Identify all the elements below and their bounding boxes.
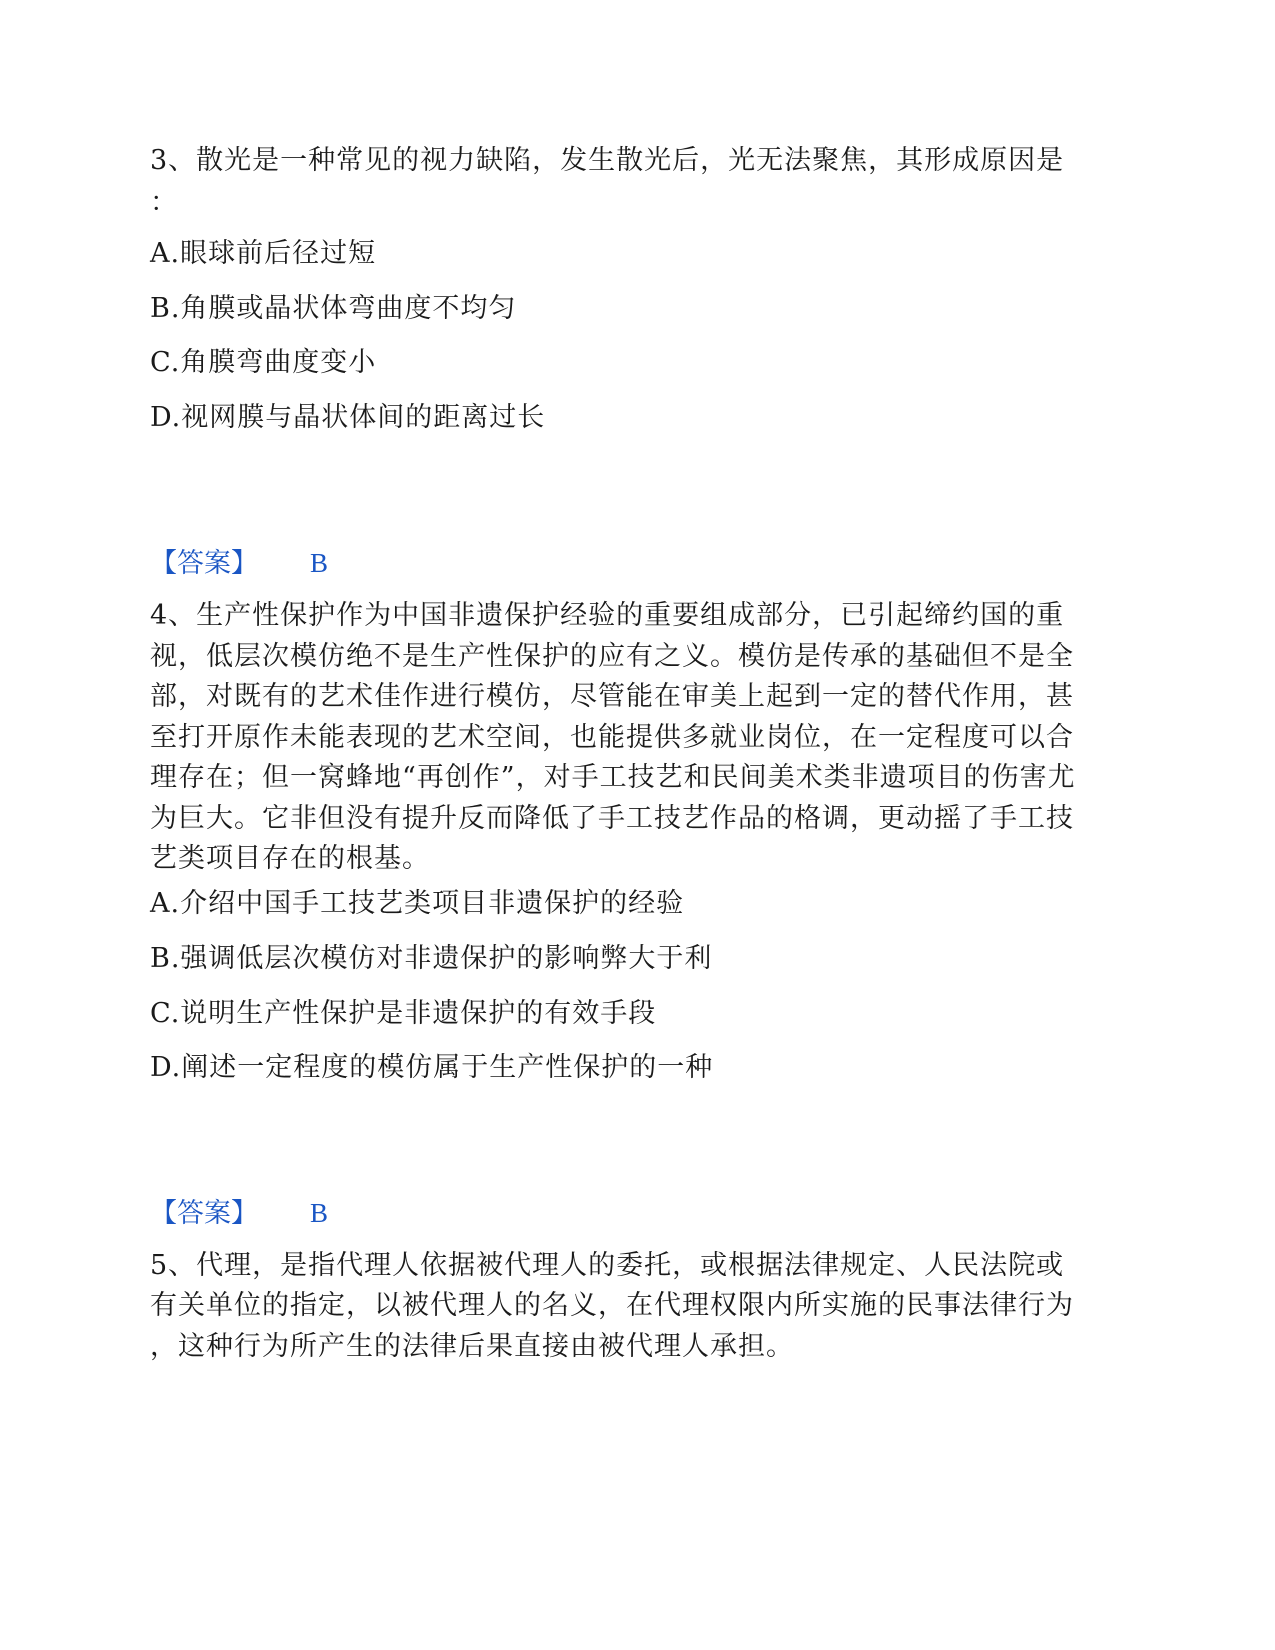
q4-stem-line-4: 至打开原作未能表现的艺术空间，也能提供多就业岗位，在一定程度可以合 [150, 722, 1074, 753]
q3-answer-value: B [310, 548, 329, 578]
q4-stem-line-1: 4、生产性保护作为中国非遗保护经验的重要组成部分，已引起缔约国的重 [150, 600, 1065, 631]
q4-answer-label: 【答案】 [150, 1198, 258, 1229]
q4-stem-line-3: 部，对既有的艺术佳作进行模仿，尽管能在审美上起到一定的替代作用，甚 [150, 681, 1074, 712]
q3-answer [150, 543, 328, 584]
q3-option-a: A.眼球前后径过短 [150, 238, 377, 269]
q3-option-c: C.角膜弯曲度变小 [150, 347, 377, 378]
q3-stem-line-2: ： [150, 187, 178, 218]
q5-stem-line-1: 5、代理，是指代理人依据被代理人的委托，或根据法律规定、人民法院或 [150, 1250, 1065, 1281]
q3-option-d: D.视网膜与晶状体间的距离过长 [150, 402, 546, 433]
q4-answer-value: B [310, 1198, 329, 1228]
q4-stem-line-6: 为巨大。它非但没有提升反而降低了手工技艺作品的格调，更动摇了手工技 [150, 803, 1074, 834]
q4-stem-line-5: 理存在；但一窝蜂地“再创作”，对手工技艺和民间美术类非遗项目的伤害尤 [150, 762, 1076, 793]
q4-stem-line-2: 视，低层次模仿绝不是生产性保护的应有之义。模仿是传承的基础但不是全 [150, 641, 1074, 672]
q3-answer-label: 【答案】 [150, 548, 258, 579]
q4-option-b: B.强调低层次模仿对非遗保护的影响弊大于利 [150, 943, 713, 974]
q3-option-b: B.角膜或晶状体弯曲度不均匀 [150, 293, 517, 324]
q3-stem-line-1: 3、散光是一种常见的视力缺陷，发生散光后，光无法聚焦，其形成原因是 [150, 145, 1065, 176]
q4-option-c: C.说明生产性保护是非遗保护的有效手段 [150, 998, 657, 1029]
q4-option-d: D.阐述一定程度的模仿属于生产性保护的一种 [150, 1052, 714, 1083]
q4-answer [150, 1193, 328, 1234]
q5-stem-line-2: 有关单位的指定，以被代理人的名义，在代理权限内所实施的民事法律行为 [150, 1290, 1074, 1321]
q5-stem-line-3: ，这种行为所产生的法律后果直接由被代理人承担。 [150, 1331, 794, 1362]
q4-option-a: A.介绍中国手工技艺类项目非遗保护的经验 [150, 888, 685, 919]
q4-stem-line-7: 艺类项目存在的根基。 [150, 843, 430, 874]
